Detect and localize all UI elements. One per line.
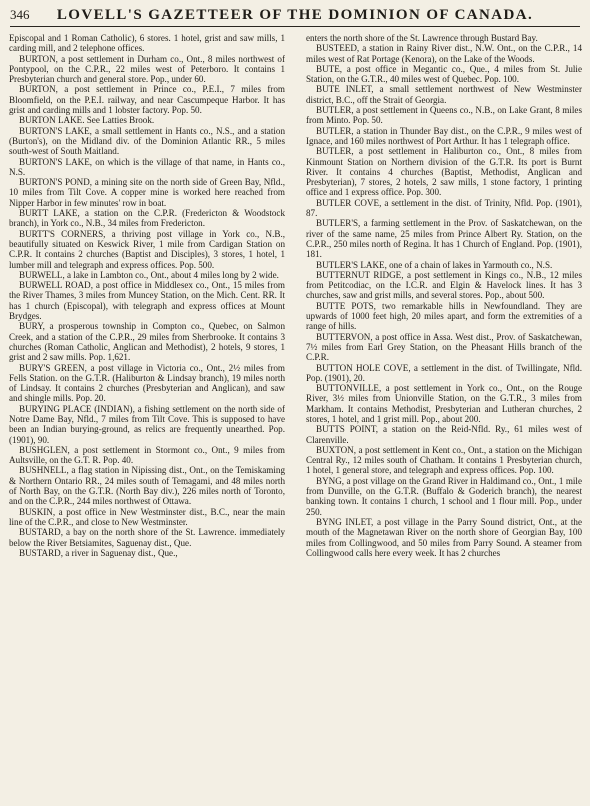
gazetteer-entry: BUXTON, a post settlement in Kent co., Ont., a station on the Michigan Central Ry., 12 miles south of Chatham. It contains 1 Presbyterian church, 1 hotel, 1 general store, and telegraph and express offices. Pop. 100. <box>306 444 582 476</box>
gazetteer-entry: BURY, a prosperous township in Compton co., Quebec, on Salmon Creek, and a station of the C.P.R., 29 miles from Sherbrooke. It contains 3 churches (Roman Catholic, Anglican and Methodist), 2 hotels, 9 stores, 1 grist and 2 saw mills. Pop. 1,621. <box>9 321 285 363</box>
gazetteer-entry: BYNG, a post village on the Grand River in Haldimand co., Ont., 1 mile from Dunville, on the G.T.R. (Buffalo & Goderich branch), the nearest banking town. It contains 1 church, 1 school and 1 flour mill. Pop., under 250. <box>306 475 582 517</box>
gazetteer-entry: BUSHNELL, a flag station in Nipissing dist., Ont., on the Temiskaming & Northern Ontario RR., 24 miles south of Temagami, and 48 miles north of North Bay, on the G.T.R. (North Bay div.), 226 miles north of Toronto, and on the C.P.R., 244 miles northwest of Ottawa. <box>9 465 285 507</box>
gazetteer-entry: BUSHGLEN, a post settlement in Stormont co., Ont., 9 miles from Aultsville, on the G.T. R. Pop. 40. <box>9 444 285 466</box>
page-number: 346 <box>10 7 30 22</box>
gazetteer-entry: BURTON LAKE. See Latties Brook. <box>19 115 155 126</box>
left-column <box>9 33 285 803</box>
gazetteer-entry: BURYING PLACE (INDIAN), a fishing settlement on the north side of Notre Dame Bay, Nfld., 7 miles from Tilt Cove. This is supposed to have been an Indian burying-ground, as relics are frequently unearthed. Pop. (1901), 90. <box>9 403 285 445</box>
gazetteer-entry: BURTT LAKE, a station on the C.P.R. (Fredericton & Woodstock branch), in York co., N.B., 34 miles from Fredericton. <box>9 208 285 229</box>
running-title: LOVELL'S GAZETTEER OF THE DOMINION OF CANADA. <box>56 6 534 23</box>
gazetteer-entry: BUTTONVILLE, a post settlement in York co., Ont., on the Rouge River, 3½ miles from Unionville Station, on the G.T.R., 3 miles from Markham. It contains Methodist, Presbyterian and Lutheran churches, 2 stores, 1 hotel, and 1 grist mill. Pop., about 200. <box>306 383 582 424</box>
gazetteer-entry: BUSTARD, a river in Saguenay dist., Que., <box>19 547 178 558</box>
gazetteer-entry: enters the north shore of the St. Lawrence through Bustard Bay. <box>306 33 538 43</box>
page-header <box>10 4 580 27</box>
gazetteer-entry: BUTLER'S, a farming settlement in the Prov. of Saskatchewan, on the river of the same name, 25 miles from Prince Albert Ry. Station, on the C.P.R., 250 miles north of Regina. It has 1 Church of England. Pop. (1901), 181. <box>306 218 582 260</box>
gazetteer-entry: BUTLER, a post settlement in Queens co., N.B., on Lake Grant, 8 miles from Minto. Pop. 50. <box>306 105 582 126</box>
gazetteer-entry: BUSKIN, a post office in New Westminster dist., B.C., near the main line of the C.P.R., and close to New Westminster. <box>9 506 285 527</box>
gazetteer-entry: BUTTON HOLE COVE, a settlement in the dist. of Twillingate, Nfld. Pop. (1901), 20. <box>306 362 582 383</box>
gazetteer-entry: BUTLER COVE, a settlement in the dist. of Trinity, Nfld. Pop. (1901), 87. <box>306 197 582 219</box>
gazetteer-entry: BURTON'S LAKE, a small settlement in Hants co., N.S., and a station (Burton's), on the Midland div. of the Dominion Atlantic RR., 5 miles south-west of South Maitland. <box>9 125 285 157</box>
gazetteer-entry: BURTON, a post settlement in Durham co., Ont., 8 miles northwest of Pontypool, on the C.P.R., 22 miles west of Peterboro. It contains 1 Presbyterian church and general store. Pop., under 60. <box>9 53 285 85</box>
gazetteer-entry: BUTTERNUT RIDGE, a post settlement in Kings co., N.B., 12 miles from Petitcodiac, on the I.C.R. and Elgin & Havelock lines. It has 3 churches, saw and grist mills, and several stores. Pop., about 500. <box>306 269 582 301</box>
gazetteer-entry: BUSTARD, a bay on the north shore of the St. Lawrence. immediately below the River Betsiamites, Saguenay dist., Que. <box>9 527 285 548</box>
gazetteer-entry: BURTON'S LAKE, on which is the village of that name, in Hants co., N.S. <box>9 156 285 177</box>
gazetteer-entry: BUTTERVON, a post office in Assa. West dist., Prov. of Saskatchewan, 7½ miles from Earl Grey Station, on the Pheasant Hills branch of the C.P.R. <box>306 331 582 363</box>
gazetteer-entry: BURY'S GREEN, a post village in Victoria co., Ont., 2½ miles from Fells Station. on the G.T.R. (Haliburton & Lindsay branch), 19 miles north of Lindsay. It contains 2 churches (Presbyterian and Anglican), and saw and shingle mills. Pop. 20. <box>9 362 285 404</box>
gazetteer-entry: BURTON, a post settlement in Prince co., P.E.I., 7 miles from Bloomfield, on the P.E.I. railway, and near Cascumpeque Harbor. It has grist and carding mills and 1 lobster factory. Pop. 50. <box>9 84 285 116</box>
gazetteer-entry: BURWELL ROAD, a post office in Middlesex co., Ont., 15 miles from the River Thames, 3 miles from Muncey Station, on the Mich. Cent. RR. It has 1 church (Episcopal), with telegraph and express offices at Mount Brydges. <box>9 280 285 322</box>
gazetteer-entry: BUTLER'S LAKE, one of a chain of lakes in Yarmouth co., N.S. <box>316 259 553 270</box>
gazetteer-entry: Episcopal and 1 Roman Catholic), 6 stores. 1 hotel, grist and saw mills, 1 carding mill, and 2 telephone offices. <box>9 33 285 54</box>
gazetteer-entry: BUTE INLET, a small settlement northwest of New Westminster district, B.C., off the Strait of Georgia. <box>306 84 582 105</box>
right-column <box>306 33 582 803</box>
gazetteer-entry: BUTTE POTS, two remarkable hills in Newfoundland. They are upwards of 1000 feet high, 20 miles apart, and form the extremities of a range of hills. <box>306 300 582 332</box>
gazetteer-entry: BURWELL, a lake in Lambton co., Ont., about 4 miles long by 2 wide. <box>19 269 279 280</box>
gazetteer-entry: BUTLER, a post settlement in Haliburton co., Ont., 8 miles from Kinmount Station on Northern division of the G.T.R. Its port is Burnt River. It contains 4 churches (Baptist, Methodist, Anglican and Presbyterian), 7 stores, 2 hotels, 2 saw mills, 1 stone factory, 1 printing office and 1 express office. Pop. 300. <box>306 146 582 198</box>
gazetteer-entry: BUTTS POINT, a station on the Reid-Nfld. Ry., 61 miles west of Clarenville. <box>306 424 582 445</box>
gazetteer-entry: BUSTEED, a station in Rainy River dist., N.W. Ont., on the C.P.R., 14 miles west of Rat Portage (Kenora), on the Lake of the Woods. <box>306 43 582 64</box>
gazetteer-entry: BUTE, a post office in Megantic co., Que., 4 miles from St. Julie Station, on the G.T.R., 40 miles west of Quebec. Pop. 100. <box>306 63 582 85</box>
gazetteer-entry: BUTLER, a station in Thunder Bay dist., on the C.P.R., 9 miles west of Ignace, and 160 miles northwest of Port Arthur. It has 1 telegraph office. <box>306 125 582 146</box>
gazetteer-entry: BURTT'S CORNERS, a thriving post village in York co., N.B., beautifully situated on Keswick River, 1 mile from Cardigan Station on C.P.R. It contains 2 churches (Baptist and Disciples), 3 stores, 1 hotel, 1 lumber mill and telegraph and express offices. Pop. 500. <box>9 228 285 270</box>
gazetteer-entry: BYNG INLET, a post village in the Parry Sound district, Ont., at the mouth of the Magnetawan River on the north shore of Georgian Bay, 100 miles from Collingwood, and 50 miles from Parry Sound. A steamer from Collingwood calls here every week. It has 2 churches <box>306 516 582 558</box>
gazetteer-entry: BURTON'S POND, a mining site on the north side of Green Bay, Nfld., 10 miles from Tilt Cove. A copper mine is worked here reached from Nipper Harbor in few minutes' row in boat. <box>9 177 285 208</box>
